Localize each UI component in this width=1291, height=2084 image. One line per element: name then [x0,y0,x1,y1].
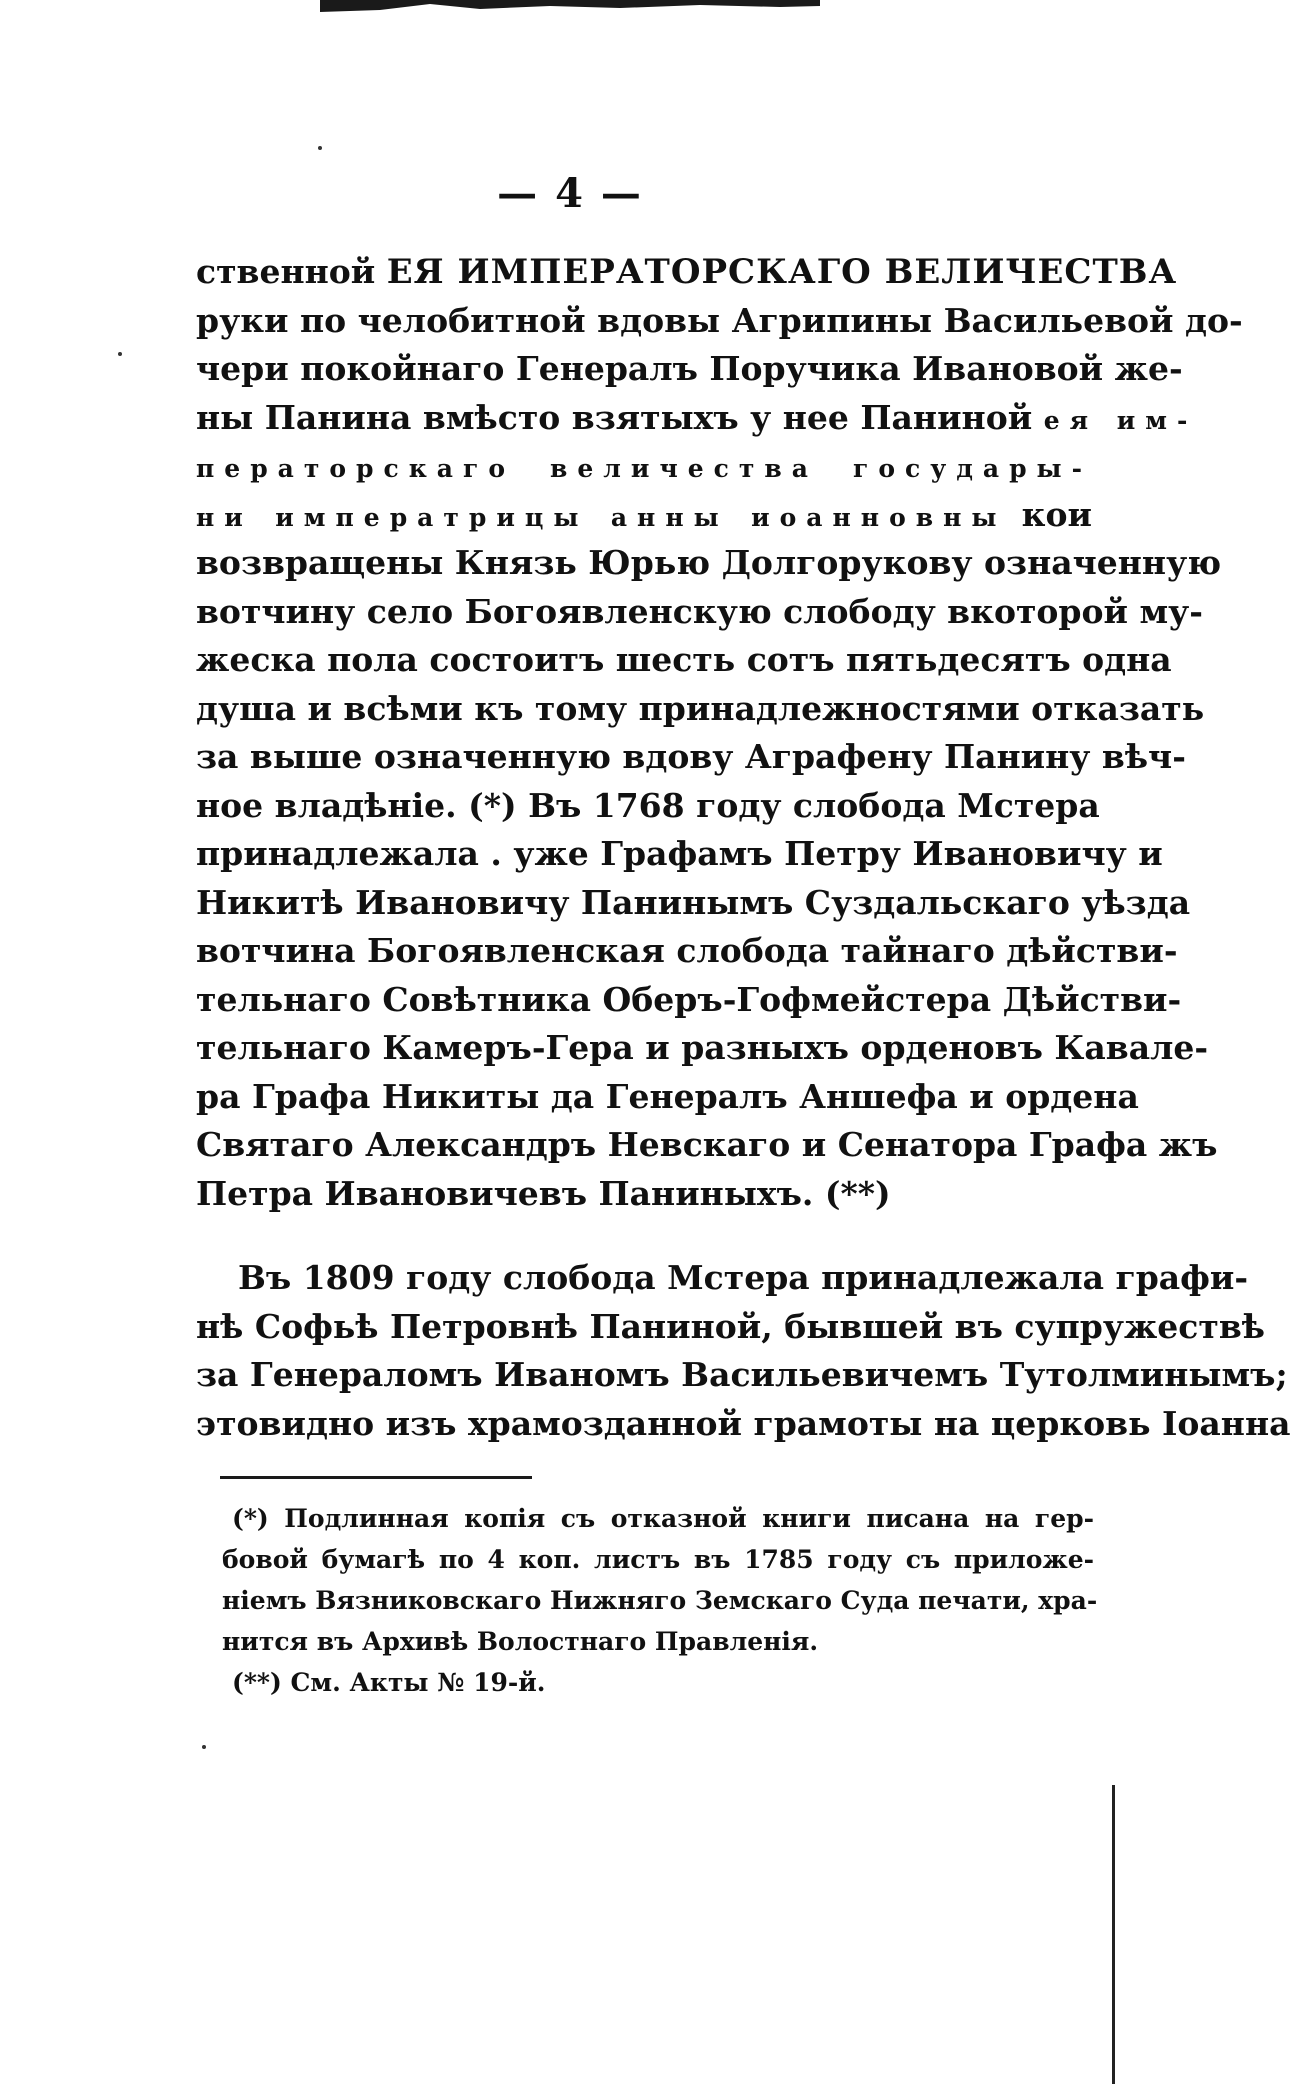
text-line: жеска пола состоитъ шесть сотъ пятьдесятъ одна [196,640,1172,679]
text-line: Святаго Александръ Невскаго и Сенатора Графа жъ [196,1125,1218,1164]
text-line: нѣ Софьѣ Петровнѣ Паниной, бывшей въ супружествѣ [196,1306,1265,1346]
text-line: ны Панина вмѣсто взятыхъ у нее Паниной ея им- [196,397,1198,437]
second-paragraph [196,1254,1291,1448]
text-line: руки по челобитной вдовы Агрипины Васильевой до- [196,300,1243,340]
text-line: за Генераломъ Иваномъ Васильевичемъ Тутолминымъ; [196,1355,1288,1394]
footnotes [222,1498,1098,1703]
text-line: ственной ЕЯ ИМПЕРАТОРСКАГО ВЕЛИЧЕСТВА [196,252,1178,292]
text-line: ператорскаго величества государы- [196,454,1092,483]
text-line: чери покойнаго Генералъ Поручика Ивановой же- [196,349,1183,388]
footnote-line: нится въ Архивѣ Волостнаго Правленія. [222,1627,819,1656]
scan-edge-mark [320,0,820,14]
text-line: вотчину село Богоявленскую слободу вкоторой му- [196,591,1203,631]
footnote-line: (*) Подлинная копія съ отказной книги писана на гер- [232,1504,1094,1533]
text-line: Въ 1809 году слобода Мстера принадлежала графи- [238,1258,1249,1297]
footnote-line: ніемъ Вязниковскаго Нижняго Земскаго Суда печати, хра- [222,1586,1098,1615]
page-number: — 4 — [497,170,643,217]
text-line: душа и всѣми къ тому принадлежностями отказать [196,688,1205,728]
scan-edge-line [1112,1785,1115,2084]
text-line: тельнаго Камеръ-Гера и разныхъ орденовъ Кавале- [196,1028,1209,1067]
footnote-line: (**) См. Акты № 19-й. [232,1668,546,1697]
text-line: ни императрицы анны иоанновны кои [196,494,1092,534]
main-paragraph [196,248,1243,1218]
text-line: Петра Ивановичевъ Паниныхъ. (**) [196,1173,891,1213]
text-line: вотчина Богоявленская слобода тайнаго дѣйстви- [196,931,1178,970]
text-line: за выше означенную вдову Аграфену Панину вѣч- [196,737,1186,776]
text-line: принадлежала . уже Графамъ Петру Ивановичу и [196,834,1163,873]
text-line: Никитѣ Ивановичу Панинымъ Суздальскаго уѣзда [196,882,1191,922]
scan-speck [202,1745,206,1749]
text-line: ра Графа Никиты да Генералъ Аншефа и ордена [196,1076,1139,1116]
footnote-divider [220,1476,532,1479]
text-line: тельнаго Совѣтника Оберъ-Гофмейстера Дѣйстви- [196,979,1182,1019]
text-line: этовидно изъ храмозданной грамоты на церковь Іоанна [196,1403,1291,1443]
scan-speck [118,352,122,356]
footnote-line: бовой бумагѣ по 4 коп. листъ въ 1785 году съ приложе- [222,1545,1094,1574]
text-line: ное владѣніе. (*) Въ 1768 году слобода Мстера [196,785,1100,825]
text-line: возвращены Князь Юрью Долгорукову означенную [196,543,1222,582]
scan-speck [318,146,322,150]
